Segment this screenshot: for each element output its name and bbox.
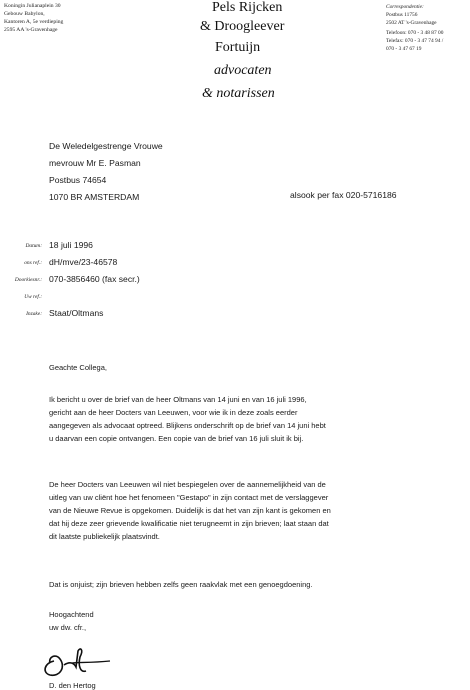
firm-name-line: advocaten (214, 63, 272, 78)
signer-name: D. den Hertog (49, 681, 96, 690)
text-line: van de Nieuwe Revue is opgekomen. Duidelijk is dat het van zijn kant is gekomen en (49, 506, 331, 515)
meta-direct-line (0, 274, 470, 290)
closing-line: Hoogachtend (49, 610, 94, 619)
meta-value: dH/mve/23-46578 (49, 257, 118, 267)
paragraph-2 (49, 478, 445, 543)
address-line: Kantoren A, 5e verdieping (4, 19, 64, 25)
text-line: Dat is onjuist; zijn brieven hebben zelfs geen raakvlak met een genoegdoening. (49, 580, 313, 589)
text-line: dat hij deze zeer grievende kwalificatie niet terugneemt in zijn brieven; laat staan dat (49, 519, 329, 528)
correspondence-address (386, 3, 470, 53)
firm-name-line: Fortuijn (215, 40, 261, 55)
meta-date (0, 240, 470, 256)
address-line: Gebouw Babylon, (4, 11, 45, 17)
firm-name-line: & Droogleever (200, 19, 285, 34)
meta-subject (0, 308, 470, 324)
meta-your-ref (0, 291, 470, 307)
recipient-line: mevrouw Mr E. Pasman (49, 158, 141, 168)
closing (49, 608, 445, 634)
text-line: Ik bericht u over de brief van de heer Oltmans van 14 juni en van 16 juli 1996, (49, 395, 307, 404)
address-line: 2595 AA 's-Gravenhage (4, 27, 58, 33)
recipient-line: De Weledelgestrenge Vrouwe (49, 141, 163, 151)
address-line: 2502 AT 's-Gravenhage (386, 20, 437, 26)
recipient-line: Postbus 74654 (49, 175, 107, 185)
meta-label: Datum: (25, 243, 42, 249)
address-line: Koningin Julianaplein 30 (4, 3, 61, 9)
closing-line: uw dw. cfr., (49, 623, 87, 632)
text-line: De heer Docters van Leeuwen wil niet bespiegelen over de aannemelijkheid van de (49, 480, 326, 489)
meta-value: Staat/Oltmans (49, 308, 104, 318)
recipient-address (49, 138, 163, 206)
fax-line: 070 - 3 47 67 19 (386, 46, 422, 52)
meta-label: ons ref.: (24, 260, 42, 266)
text-line: dit laatste publiekelijk plaatsvindt. (49, 532, 160, 541)
sender-office-address (4, 2, 154, 34)
firm-name-line: & notarissen (202, 86, 275, 101)
meta-value: 070-3856460 (fax secr.) (49, 274, 140, 284)
fax-note: alsook per fax 020-5716186 (290, 190, 397, 200)
fax-line: Telefax: 070 - 3 47 74 94 / (386, 38, 444, 44)
address-line: Postbus 11756 (386, 12, 418, 18)
text-line: u daarvan een copie ontvangen. Een copie van de brief van 16 juli sluit ik bij. (49, 434, 304, 443)
paragraph-3 (49, 578, 445, 591)
recipient-line: 1070 BR AMSTERDAM (49, 192, 140, 202)
paragraph-1 (49, 393, 445, 445)
text-line: aangegeven als advocaat optreed. Blijkens onderschrift op de brief van 14 juni hebt (49, 421, 326, 430)
handwritten-signature (40, 643, 120, 679)
meta-label: Inzake: (26, 311, 42, 317)
meta-label: Uw ref.: (24, 294, 42, 300)
phone-line: Telefoon: 070 - 3 48 87 00 (386, 30, 444, 36)
text-line: uitleg van uw cliënt hoe het fenomeen "Gestapo" in zijn contact met de verslaggever (49, 493, 329, 502)
meta-our-ref (0, 257, 470, 273)
text-line: gericht aan de heer Docters van Leeuwen, voor wie ik in deze zoals eerder (49, 408, 298, 417)
meta-label: Doorkiesnr.: (14, 277, 42, 283)
firm-name-line: Pels Rijcken (212, 0, 283, 15)
meta-value: 18 juli 1996 (49, 240, 93, 250)
salutation: Geachte Collega, (49, 363, 107, 372)
correspondence-label: Correspondentie: (386, 4, 424, 10)
